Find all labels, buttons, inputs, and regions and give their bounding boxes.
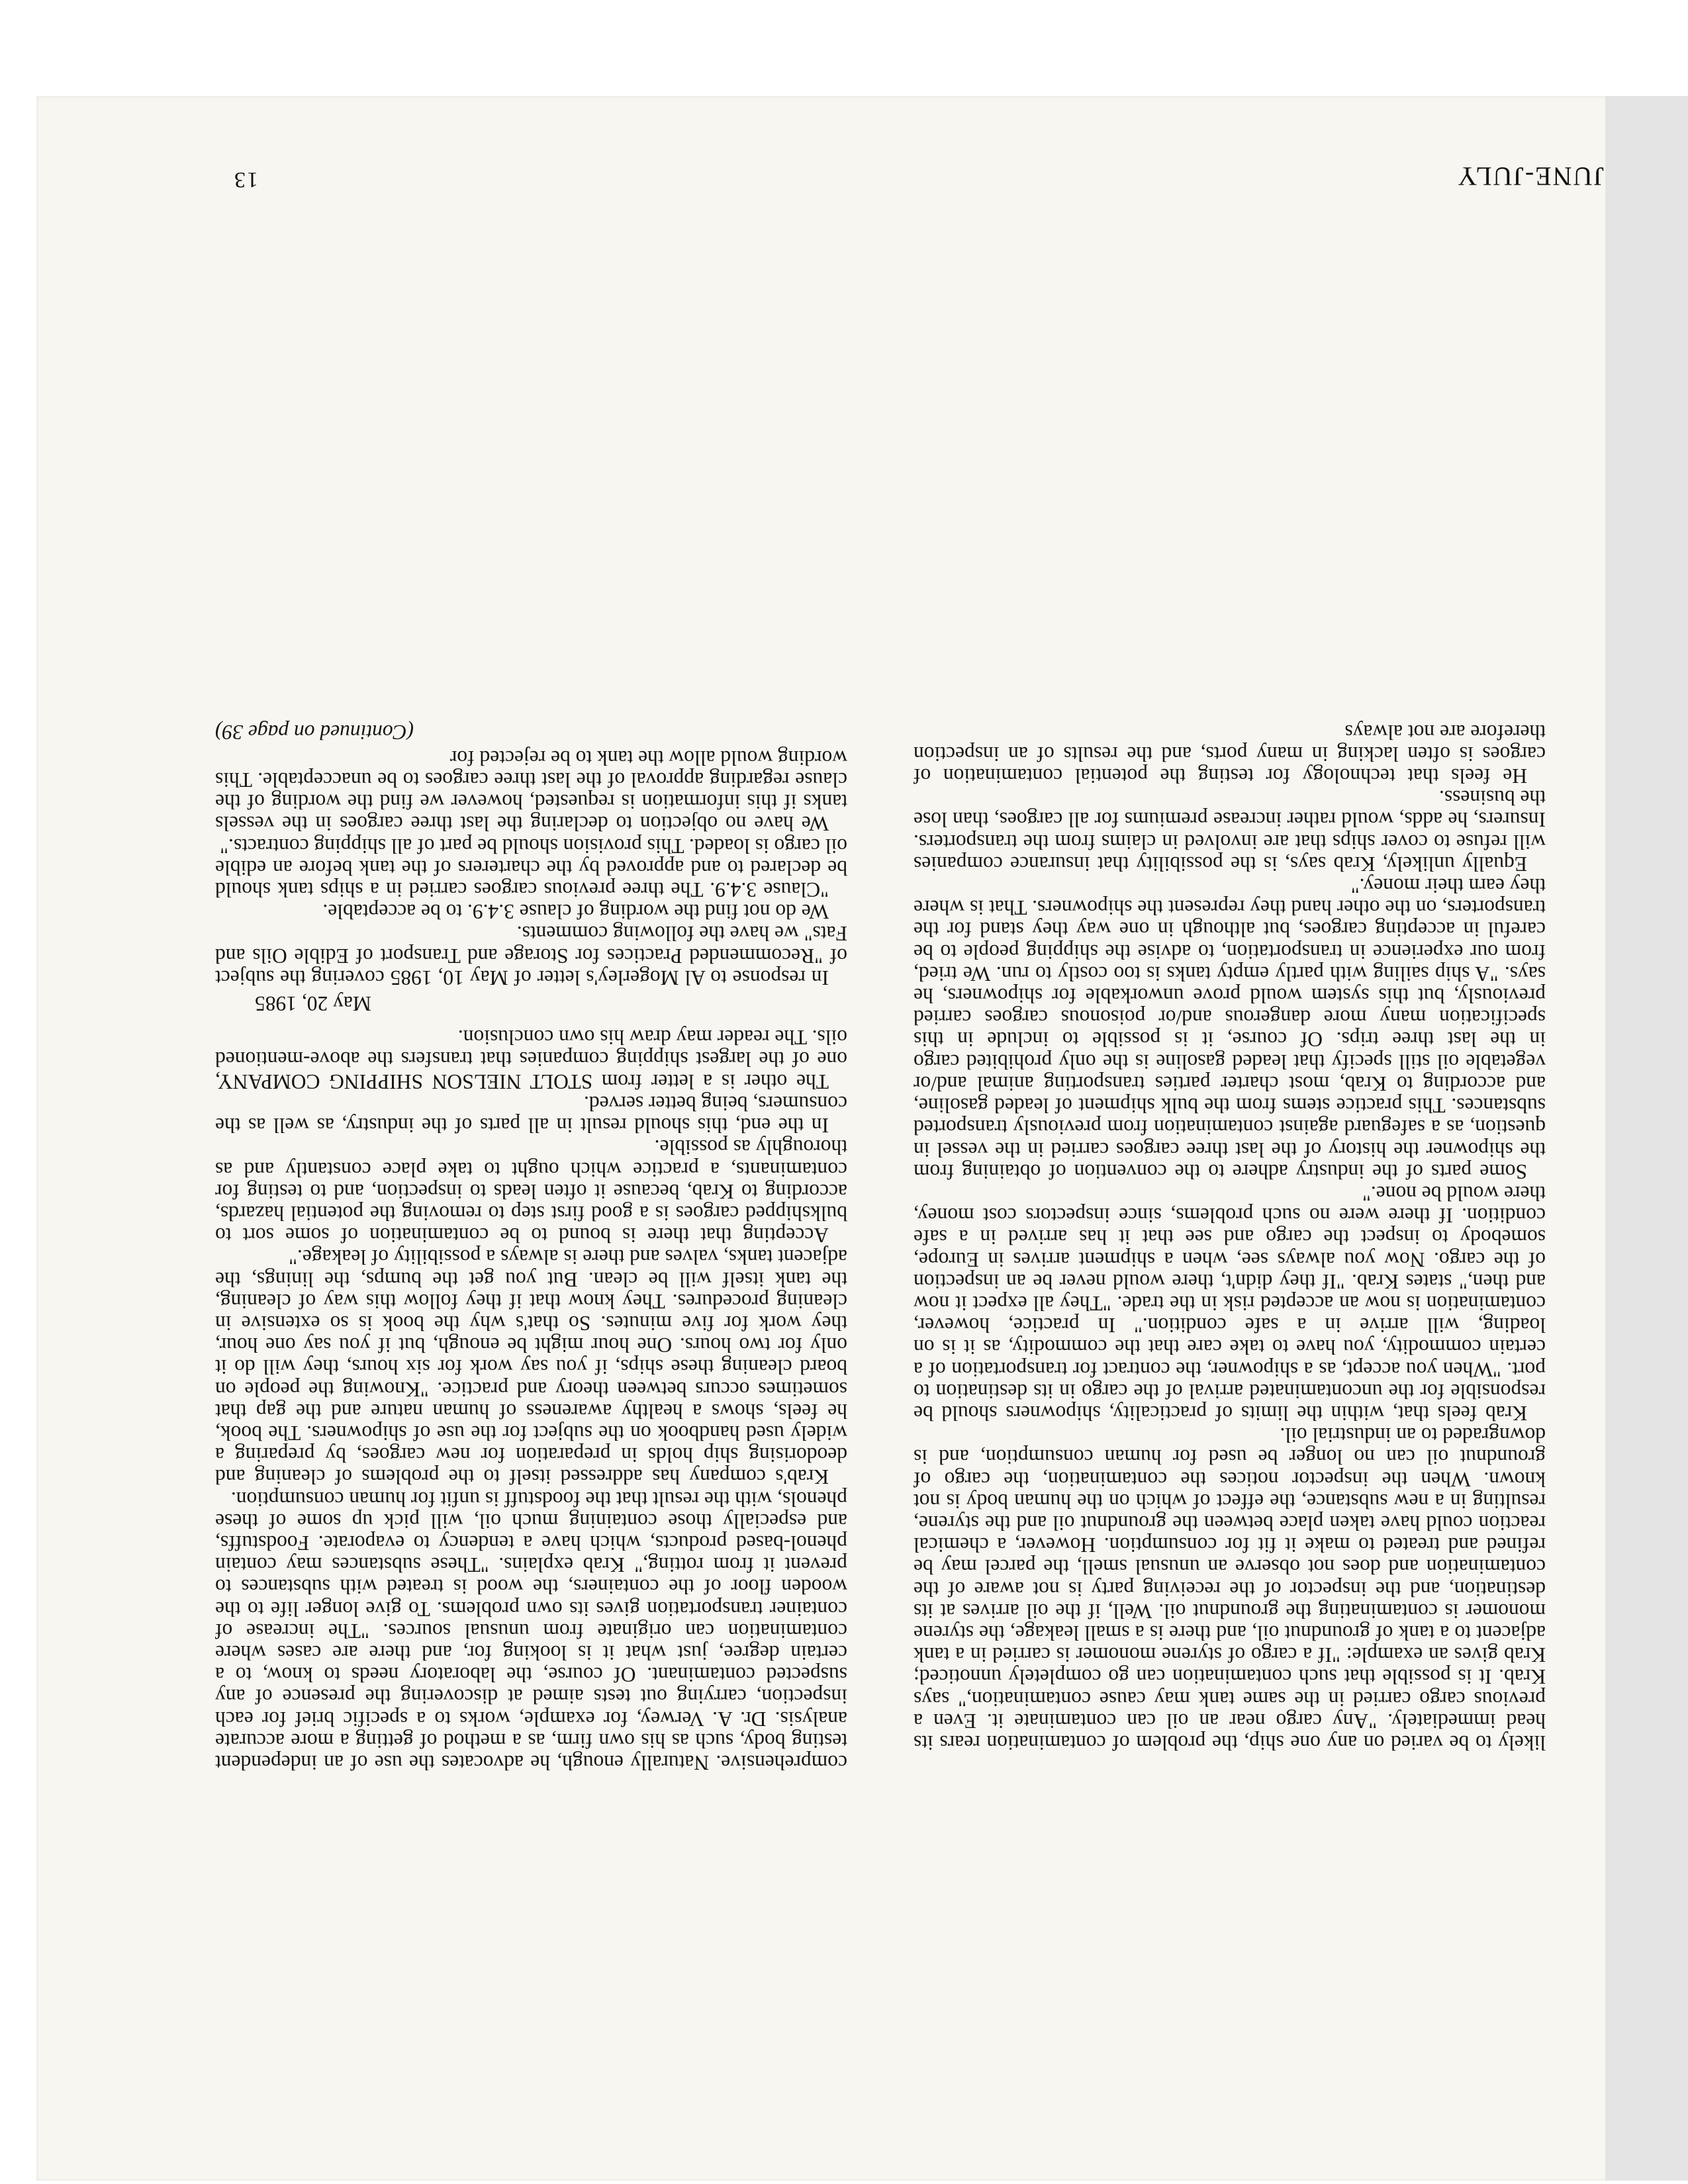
text-column-right bbox=[215, 0, 847, 1774]
paragraph: Some parts of the industry adhere to the convention of obtaining from the shipowner the history of the last three cargoes carried in the vessel in question, as a safeguard against contamination from previously transported substances. This practice stems from the bulk shipment of leaded gasoline, and according to Krab, most charter parties transporting animal and/or vegetable oil still specify that leaded gasoline is the only prohibited cargo in the last three trips. Of course, it is possible to include in this specification many more dangerous and/or poisonous cargoes carried previously, but this system would prove unworkable for shipowners, he says. "A ship sailing with partly empty tanks is too costly to run. We tried, from our experience in transportation, to advise the shipping people to be careful in accepting cargoes, but although in one way they stand for the transporters, on the other hand they represent the shipowners. That is where they earn their money." bbox=[914, 874, 1546, 1183]
paragraph: The other is a letter from STOLT NIELSON SHIPPING COMPANY, one of the largest shipping companies that transfers the above-mentioned oils. The reader may draw his own conclusion. bbox=[215, 1026, 847, 1093]
letter-date: May 20, 1985 bbox=[255, 992, 371, 1016]
paragraph: Accepting that there is bound to be contamination of some sort to bulkshipped cargoes is a good first step to removing the potential hazards, according to Krab, because it often leads to inspection, and to testing for contaminants, a practice which ought to take place constantly and as thoroughly as possible. bbox=[215, 1136, 847, 1248]
text-column-left bbox=[914, 0, 1546, 1754]
paragraph: In the end, this should result in all parts of the industry, as well as the consumers, being better served. bbox=[215, 1091, 847, 1138]
paragraph: likely to be varied on any one ship, the problem of contamination rears its head immediately. "Any cargo near an oil can contaminate it. Even a previous cargo carried in the same tank may cause contamination," says Krab. It is possible that such contamination can go completely unnoticed; Krab gives an example: "If a cargo of styrene monomer is carried in a tank adjacent to a tank of groundnut oil, and there is a small leakage, the styrene monomer is contaminating the groundnut oil. Well, if the oil arrives at its destination, and the inspector of the receiving party is not aware of the contamination and does not observe an unusual smell, the parcel may be refined and treated to make it fit for consumption. However, a chemical reaction could have taken place between the groundnut oil and the styrene, resulting in a new substance, the effect of which on the human body is not known. When the inspector notices the contamination, the cargo of groundnut oil can no longer be used for human consumption, and is downgraded to an industrial oil. bbox=[914, 1424, 1546, 1754]
page-number: 13 bbox=[233, 167, 258, 192]
paragraph: We have no objection to declaring the last three cargoes in the vessels tanks if this information is requested, however we find the wording of the clause regarding approval of the last three cargoes to be unacceptable. This wording would allow the tank to be rejected for bbox=[215, 746, 847, 836]
running-head: JUNE-JULY bbox=[1456, 161, 1604, 191]
continued-note: (Continued on page 39) bbox=[215, 720, 414, 744]
paragraph: Equally unlikely, Krab says, is the possibility that insurance companies will refuse to cover ships that are involved in claims from the transporters. Insurers, he adds, would rather increase premiums for all cargoes, than lose the business. bbox=[914, 786, 1546, 876]
paragraph: He feels that technology for testing the potential contamination of cargoes is often lacking in many ports, and the results of an inspection therefore are not always bbox=[914, 720, 1546, 788]
paragraph: Krab feels that, within the limits of practicality, shipowners should be responsible for the uncontaminated arrival of the cargo in its destination to port. "When you accept, as a shipowner, the contract for transportation of a certain commodity, you have to take care that the commodity, as it is on loading, will arrive in a safe condition." In practice, however, contamination is now an accepted risk in the trade. "They all expect it now and then," states Krab. "If they didn't, there would never be an inspection of the cargo. Now you always see, when a shipment arrives in Europe, somebody to inspect the cargo and see that it has arrived in a safe condition. If there were no such problems, since inspectors cost money, there would be none." bbox=[914, 1181, 1546, 1425]
paragraph: "Clause 3.4.9. The three previous cargoes carried in a ships tank should be declared to and approved by the charterers of the tank before an edible oil cargo is loaded. This provision should be part of all shipping contracts." bbox=[215, 834, 847, 902]
paragraph: comprehensive. Naturally enough, he advocates the use of an independent testing body, such as his own firm, as a method of getting a more accurate analysis. Dr. A. Verwey, for example, works to a specific brief for each inspection, carrying out tests aimed at discovering the presence of any suspected contaminant. Of course, the laboratory needs to know, to a certain degree, just what it is looking for, and there are cases where contamination can originate from unusual sources. "The increase of container transportation gives its own problems. To give longer life to the wooden floor of the containers, the wood is treated with substances to prevent it from rotting," Krab explains. "These substances may contain phenol-based products, which have a tendency to evaporate. Foodstuffs, and especially those containing much oil, will pick up some of these phenols, with the result that the foodstuff is unfit for human consumption. bbox=[215, 1487, 847, 1774]
paragraph: Krab's company has addressed itself to the problems of cleaning and deodorising ship holds in preparation for new cargoes, by preparing a widely used handbook on the subject for the use of shipowners. The book, he feels, shows a healthy awareness of human nature and the gap that sometimes occurs between theory and practice. "Knowing the people on board cleaning these ships, if you say work for six hours, they will do it only for two hours. One hour might be enough, but if you say one hour, they work for five minutes. So that's why the book is so extensive in cleaning procedures. They know that if they follow this way of cleaning, the tank itself will be clean. But you get the bumps, the linings, the adjacent tanks, valves and there is always a possibility of leakage." bbox=[215, 1246, 847, 1489]
paragraph: In response to Al Mogerley's letter of May 10, 1985 covering the subject of "Recommended Practices for Storage and Transport of Edible Oils and Fats" we have the following comments. bbox=[215, 922, 847, 989]
paragraph: We do not find the wording of clause 3.4.9. to be acceptable. bbox=[322, 900, 829, 924]
